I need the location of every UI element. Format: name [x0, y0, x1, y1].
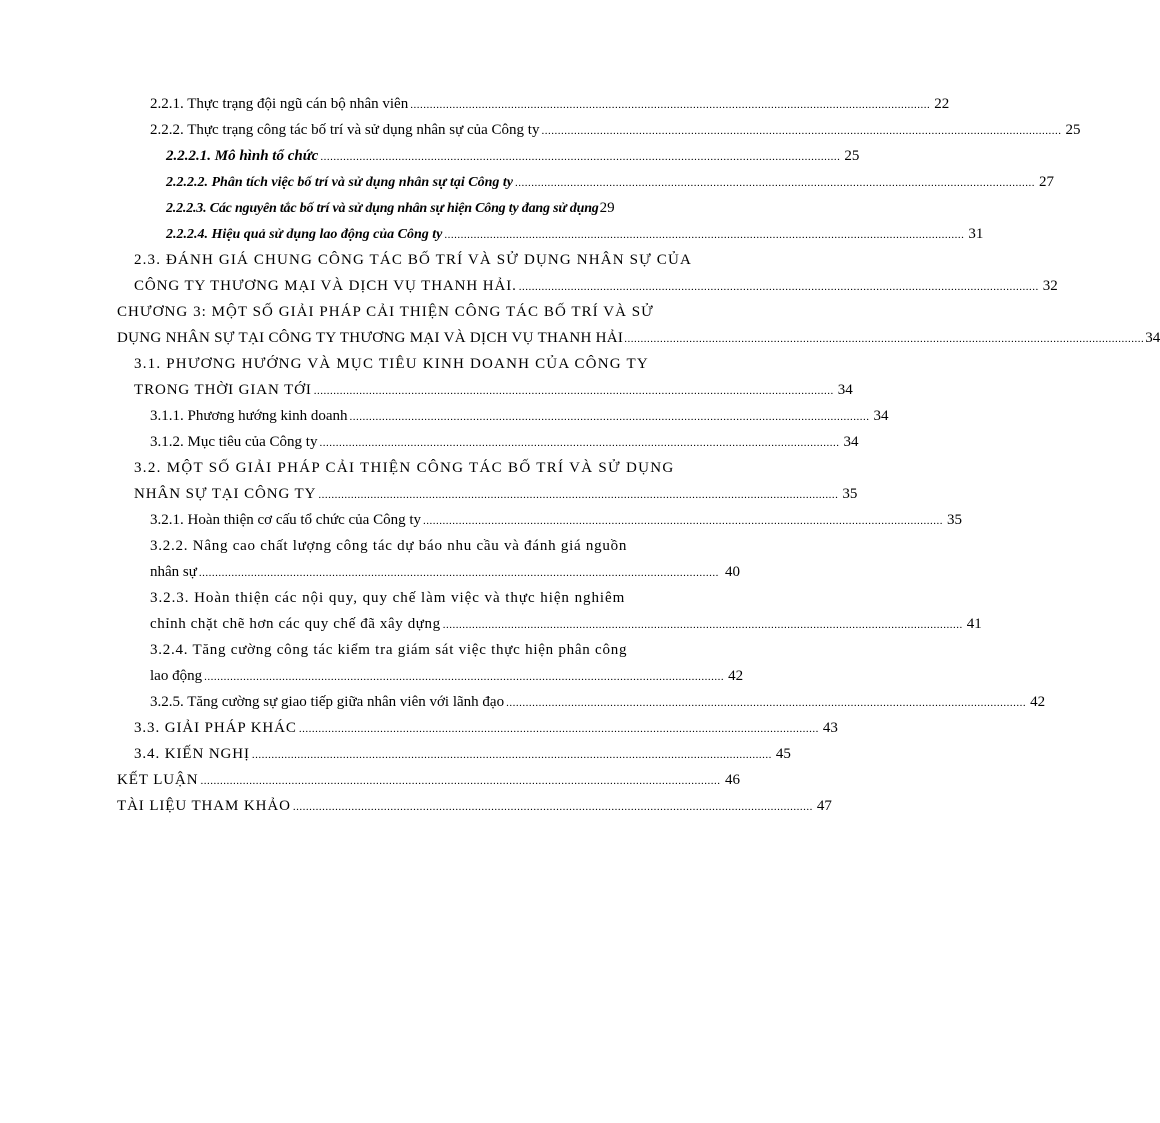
toc-entry-2-2-2-1[interactable]	[166, 147, 860, 166]
leader-dots: ................................................................................................................................................................	[349, 411, 870, 423]
toc-entry-title: 2.2.2.4. Hiệu quả sử dụng lao động của Công ty	[166, 227, 443, 242]
toc-entry-line1	[134, 251, 740, 269]
toc-page-number: 34	[1145, 330, 1160, 346]
toc-entry-3-2[interactable]	[134, 459, 858, 504]
toc-entry-3-2-2[interactable]	[150, 537, 740, 582]
toc-entry-line1	[134, 355, 740, 373]
toc-page-number: 25	[1065, 122, 1081, 138]
toc-entry-title-cont: TRONG THỜI GIAN TỚI	[134, 382, 312, 398]
toc-entry-title-cont: NHÂN SỰ TẠI CÔNG TY	[134, 486, 317, 502]
toc-entry-title-cont: nhân sự	[150, 564, 197, 580]
toc-entry-2-2-1[interactable]	[150, 95, 950, 114]
toc-entry-3-1-2[interactable]	[150, 433, 859, 452]
toc-entry-tai-lieu-tham-khao[interactable]	[117, 797, 832, 816]
toc-entry-2-2-2[interactable]	[150, 121, 1081, 140]
toc-entry-title: 3.4. KIẾN NGHỊ	[134, 746, 250, 762]
toc-page-number: 25	[844, 148, 860, 164]
toc-page-number: 41	[966, 616, 982, 632]
toc-page-number: 27	[1039, 174, 1054, 190]
toc-entry-2-3[interactable]	[134, 251, 1058, 296]
toc-page-number: 40	[725, 564, 740, 580]
leader-dots: ................................................................................................................................................................	[506, 697, 1027, 709]
toc-entry-title: 3.1. PHƯƠNG HƯỚNG VÀ MỤC TIÊU KINH DOANH CỦA CÔNG TY	[134, 356, 649, 372]
toc-page-number: 35	[947, 512, 962, 528]
toc-entry-title-cont: DỤNG NHÂN SỰ TẠI CÔNG TY THƯƠNG MẠI VÀ DỊCH VỤ THANH HẢI	[117, 330, 624, 346]
toc-entry-title: 2.2.2. Thực trạng công tác bố trí và sử dụng nhân sự của Công ty	[150, 122, 540, 138]
toc-page-number: 34	[843, 434, 859, 450]
toc-entry-title: 3.2.4. Tăng cường công tác kiểm tra giám sát việc thực hiện phân công	[150, 642, 628, 658]
toc-entry-title: 3.2.3. Hoàn thiện các nội quy, quy chế làm việc và thực hiện nghiêm	[150, 590, 626, 606]
toc-entry-3-1-1[interactable]	[150, 407, 889, 426]
toc-page-number: 35	[842, 486, 858, 502]
leader-dots: ................................................................................................................................................................	[313, 385, 834, 397]
leader-dots: ................................................................................................................................................................	[624, 333, 1145, 345]
toc-entry-3-1[interactable]	[134, 355, 853, 400]
toc-entry-title: 3.1.1. Phương hướng kinh doanh	[150, 408, 348, 424]
toc-entry-line1	[150, 641, 740, 659]
toc-page-number: 42	[1030, 694, 1046, 710]
leader-dots: ................................................................................................................................................................	[410, 99, 931, 111]
toc-page-number: 32	[1042, 278, 1058, 294]
toc-entry-line1	[117, 303, 740, 321]
toc-entry-3-4[interactable]	[134, 745, 791, 764]
toc-entry-title: TÀI LIỆU THAM KHẢO	[117, 798, 291, 814]
toc-entry-title-cont: CÔNG TY THƯƠNG MẠI VÀ DỊCH VỤ THANH HẢI.	[134, 278, 517, 294]
toc-entry-2-2-2-2[interactable]	[166, 173, 1054, 192]
toc-entry-3-3[interactable]	[134, 719, 838, 738]
toc-entry-title: 3.2.5. Tăng cường sự giao tiếp giữa nhân viên với lãnh đạo	[150, 694, 505, 710]
leader-dots: ................................................................................................................................................................	[541, 125, 1062, 137]
leader-dots: ................................................................................................................................................................	[518, 281, 1039, 293]
toc-page-number: 31	[968, 226, 984, 242]
toc-entry-title: KẾT LUẬN	[117, 772, 199, 788]
toc-entry-title: 3.2.2. Nâng cao chất lượng công tác dự báo nhu cầu và đánh giá nguồn	[150, 538, 628, 554]
toc-page-number: 46	[725, 772, 740, 788]
toc-entry-line1	[134, 459, 740, 477]
toc-entry-3-2-4[interactable]	[150, 641, 744, 686]
leader-dots: ................................................................................................................................................................	[251, 749, 772, 761]
toc-entry-chapter-3[interactable]	[117, 303, 1160, 348]
toc-page-number: 34	[837, 382, 853, 398]
toc-entry-title: 2.2.2.3. Các nguyên tắc bố trí và sử dụng nhân sự hiện Công ty đang sử dụng	[166, 201, 599, 216]
toc-entry-title: CHƯƠNG 3: MỘT SỐ GIẢI PHÁP CẢI THIỆN CÔNG TÁC BỐ TRÍ VÀ SỬ	[117, 304, 654, 320]
toc-page-number: 34	[873, 408, 889, 424]
toc-entry-3-2-5[interactable]	[150, 693, 1046, 712]
leader-dots: ................................................................................................................................................................	[318, 489, 839, 501]
toc-entry-title: 3.2.1. Hoàn thiện cơ cấu tổ chức của Công ty	[150, 512, 421, 528]
toc-page-number: 29	[599, 200, 615, 216]
leader-dots: ................................................................................................................................................................	[444, 229, 965, 241]
toc-entry-ket-luan[interactable]	[117, 771, 740, 790]
toc-entry-3-2-1[interactable]	[150, 511, 962, 530]
toc-page-number: 42	[728, 668, 744, 684]
toc-entry-title: 2.2.1. Thực trạng đội ngũ cán bộ nhân viên	[150, 96, 409, 112]
toc-entry-2-2-2-3[interactable]	[166, 199, 740, 218]
toc-entry-2-2-2-4[interactable]	[166, 225, 984, 244]
toc-entry-title-cont: chỉnh chặt chẽ hơn các quy chế đã xây dựng	[150, 616, 441, 632]
leader-dots: ................................................................................................................................................................	[298, 723, 819, 735]
leader-dots: ................................................................................................................................................................	[198, 567, 719, 579]
toc-entry-3-2-3[interactable]	[150, 589, 982, 634]
toc-entry-title-cont: lao động	[150, 668, 203, 684]
toc-entry-title: 3.3. GIẢI PHÁP KHÁC	[134, 720, 297, 736]
leader-dots: ................................................................................................................................................................	[320, 151, 841, 163]
leader-dots: ................................................................................................................................................................	[442, 619, 963, 631]
leader-dots: ................................................................................................................................................................	[204, 671, 725, 683]
toc-entry-title: 2.2.2.1. Mô hình tổ chức	[166, 148, 319, 164]
toc-entry-title: 3.2. MỘT SỐ GIẢI PHÁP CẢI THIỆN CÔNG TÁC BỐ TRÍ VÀ SỬ DỤNG	[134, 460, 675, 476]
toc-page-number: 22	[934, 96, 950, 112]
toc-entry-line1	[150, 589, 740, 607]
leader-dots: ................................................................................................................................................................	[515, 177, 1035, 189]
toc-entry-title: 2.2.2.2. Phân tích việc bố trí và sử dụng nhân sự tại Công ty	[166, 175, 513, 190]
leader-dots: ................................................................................................................................................................	[423, 515, 943, 527]
toc-entry-title: 2.3. ĐÁNH GIÁ CHUNG CÔNG TÁC BỐ TRÍ VÀ SỬ DỤNG NHÂN SỰ CỦA	[134, 252, 692, 268]
toc-page-number: 47	[816, 798, 832, 814]
leader-dots: ................................................................................................................................................................	[292, 801, 813, 813]
toc-entry-title: 3.1.2. Mục tiêu của Công ty	[150, 434, 318, 450]
toc-entry-line1	[150, 537, 740, 555]
toc-page-number: 45	[775, 746, 791, 762]
leader-dots: ................................................................................................................................................................	[200, 775, 721, 787]
toc-page-number: 43	[822, 720, 838, 736]
leader-dots: ................................................................................................................................................................	[319, 437, 840, 449]
